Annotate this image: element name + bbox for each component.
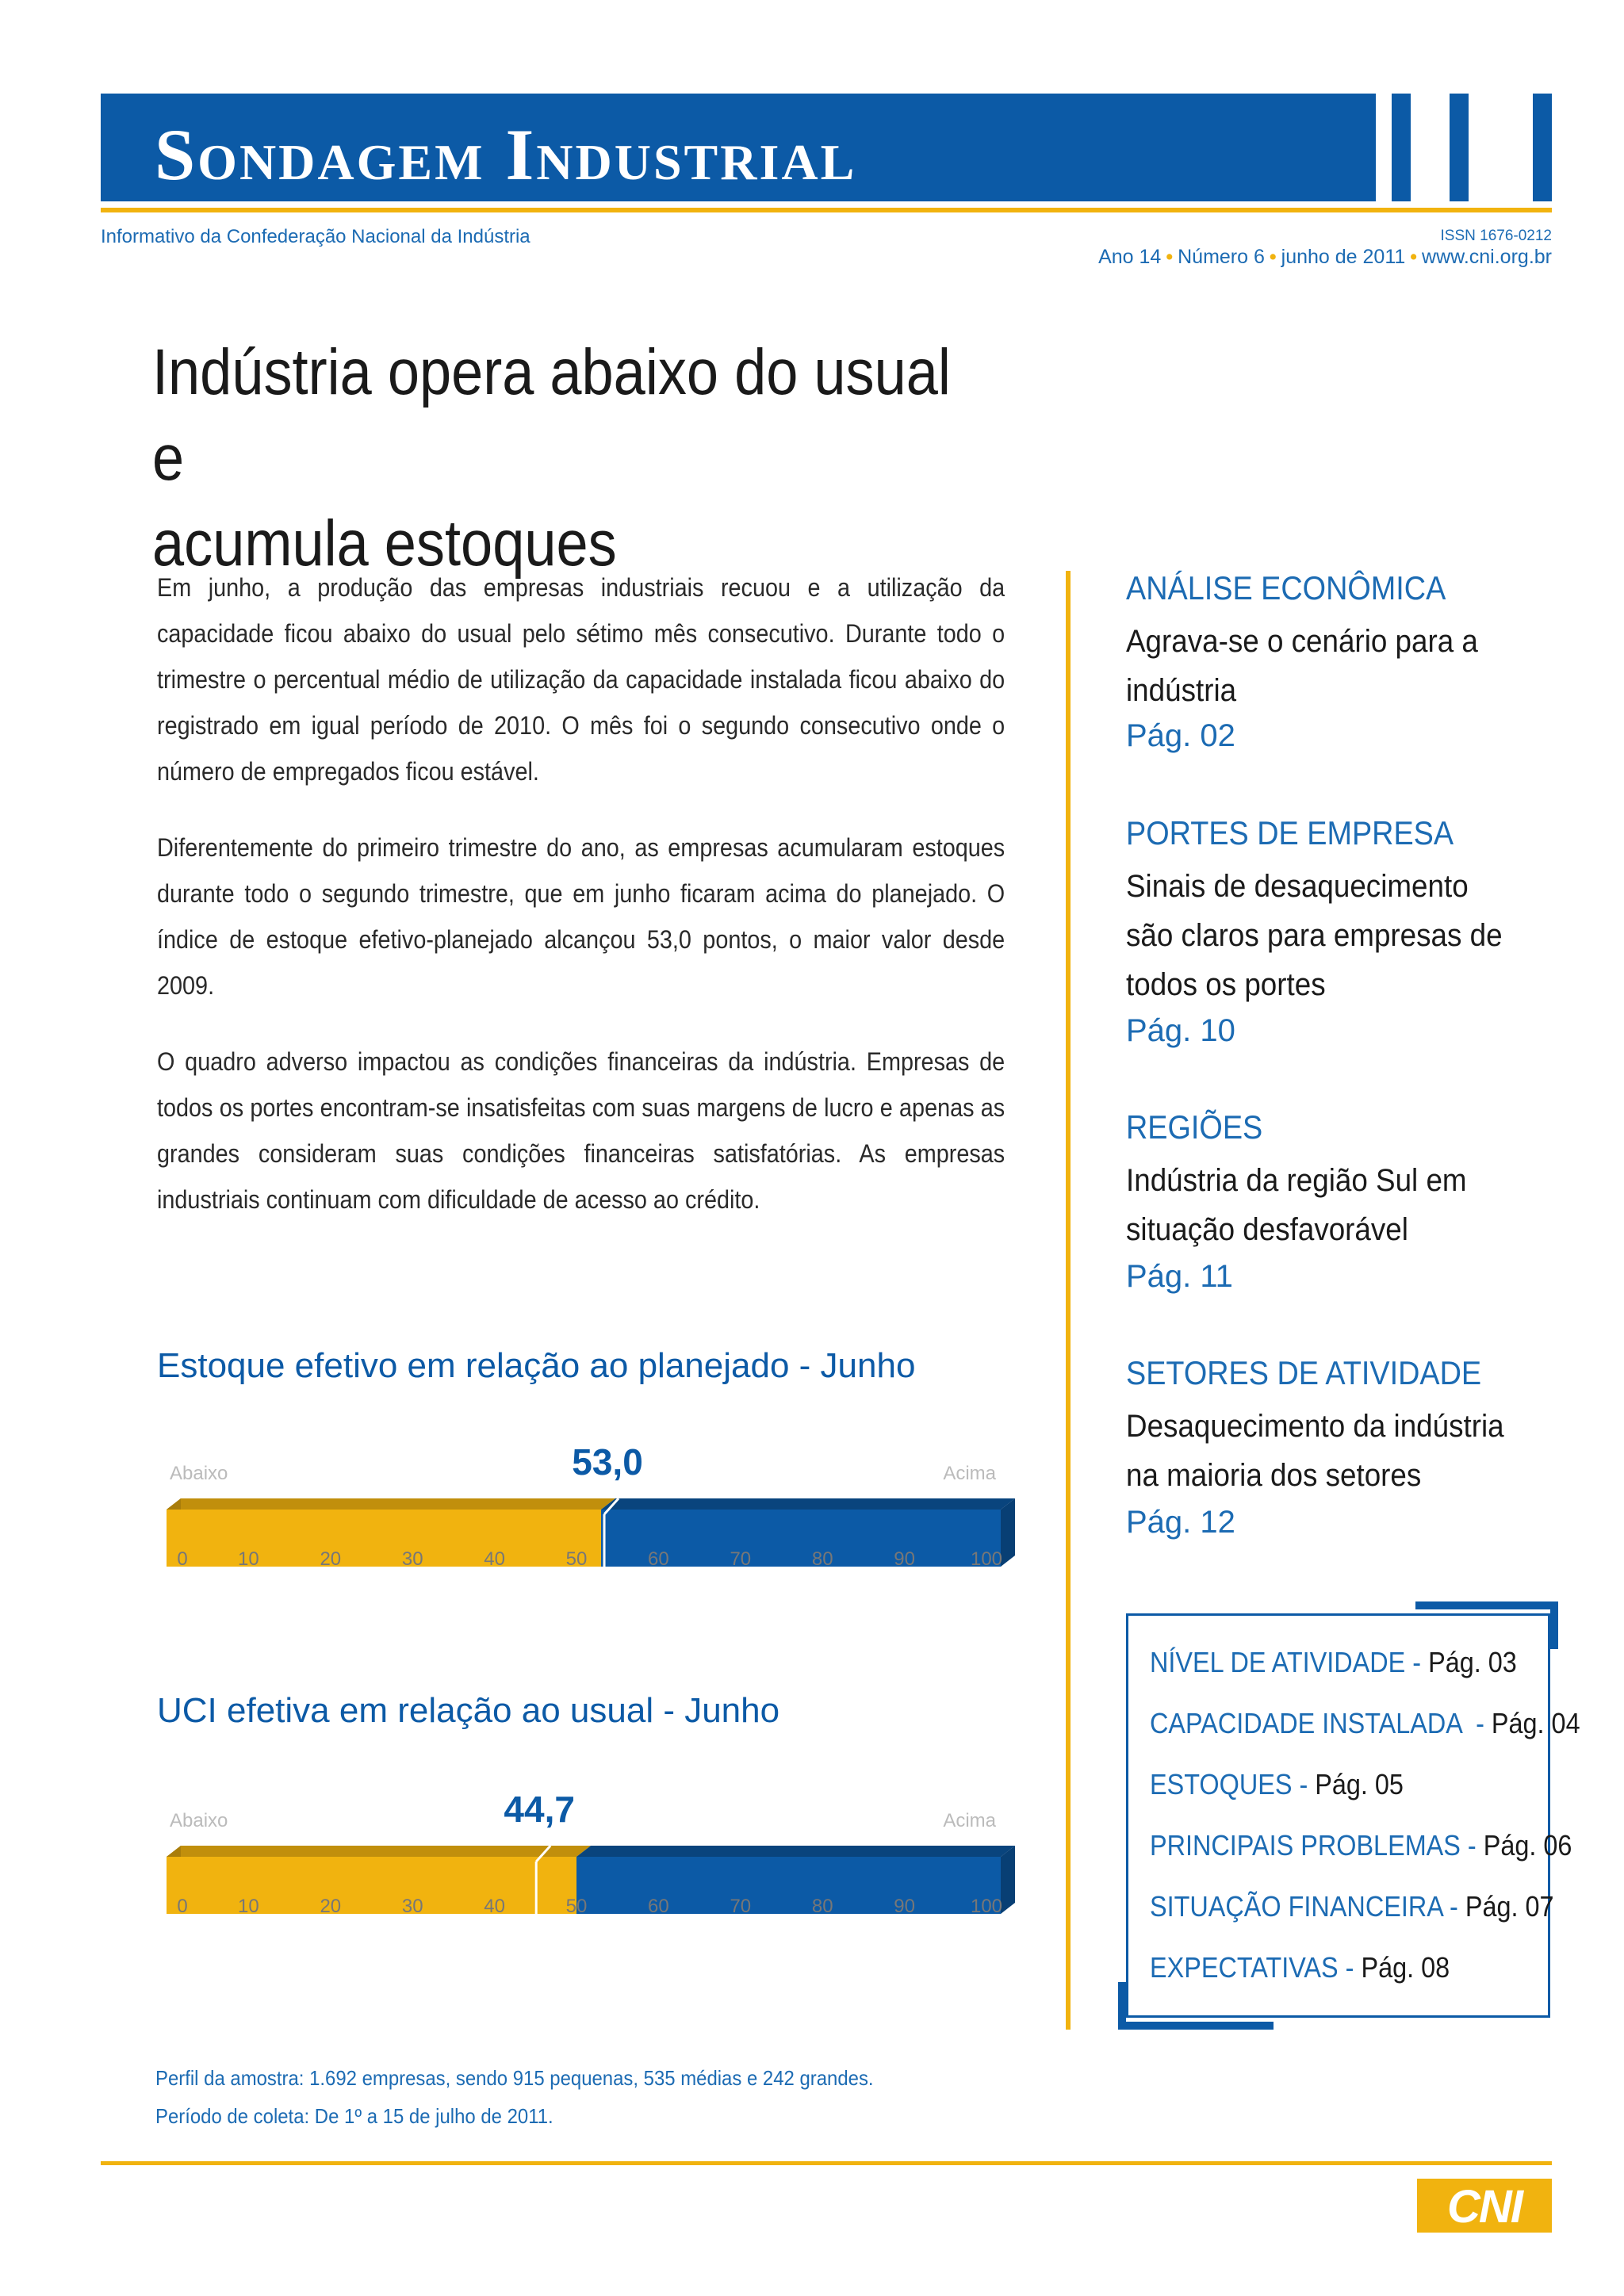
footer-divider (101, 2161, 1552, 2165)
above-label: Acima (943, 1810, 996, 1831)
axis-tick-label: 90 (894, 1548, 915, 1570)
index-item[interactable]: CAPACIDADE INSTALADA - Pág. 04 (1150, 1707, 1580, 1739)
axis-tick-label: 50 (565, 1548, 588, 1570)
masthead-divider (101, 208, 1552, 212)
edition-info (1098, 246, 1552, 269)
section-page-setores[interactable]: Pág. 12 (1126, 1505, 1235, 1540)
chart-title: Estoque efetivo em relação ao planejado - Junho (157, 1346, 916, 1385)
section-page-portes[interactable]: Pág. 10 (1126, 1013, 1235, 1048)
uci-gauge-chart (151, 1766, 1031, 1925)
body-paragraph: Em junho, a produção das empresas industriais recuou e a utilização da capacidade ficou abaixo do usual pelo sétimo mês consecutivo. Durante todo o trimestre o percentual médio de utilização da capacidade instalada ficou abaixo do registrado em igual período de 2010. O mês foi o segundo consecutivo onde o número de empregados ficou estável. (157, 573, 1005, 786)
value-label: 44,7 (504, 1789, 575, 1830)
section-page-analise[interactable]: Pág. 02 (1126, 718, 1235, 753)
sample-profile-note: Perfil da amostra: 1.692 empresas, sendo 915 pequenas, 535 médias e 242 grandes. (155, 2066, 874, 2090)
masthead-bar (1533, 94, 1552, 201)
headline-line: acumula estoques (152, 507, 617, 580)
edition-year: Ano 14 (1098, 246, 1162, 268)
axis-tick-label: 20 (320, 1896, 342, 1917)
cni-logo (1417, 2179, 1552, 2233)
index-item[interactable]: SITUAÇÃO FINANCEIRA - Pág. 07 (1150, 1890, 1554, 1923)
bar-above-top (576, 1846, 1015, 1857)
headline (152, 330, 990, 587)
axis-tick-label: 10 (238, 1896, 259, 1917)
sidebar-divider (1066, 571, 1071, 2030)
collection-period-note: Período de coleta: De 1º a 15 de julho de 2011. (155, 2104, 553, 2128)
bar-below-segment (167, 1510, 601, 1567)
axis-tick-label: 0 (177, 1548, 188, 1570)
edition-number: Número 6 (1178, 246, 1265, 268)
edition-date: junho de 2011 (1281, 246, 1406, 268)
axis-tick-label: 70 (730, 1548, 752, 1570)
stock-gauge-chart (151, 1419, 1031, 1578)
section-desc-portes: Sinais de desaquecimento são claros para empresas de todos os portes (1126, 869, 1503, 1002)
axis-tick-label: 70 (730, 1896, 752, 1917)
axis-tick-label: 40 (484, 1548, 505, 1570)
website-link[interactable]: www.cni.org.br (1422, 246, 1552, 268)
index-item[interactable]: EXPECTATIVAS - Pág. 08 (1150, 1951, 1450, 1984)
below-label: Abaixo (170, 1810, 228, 1831)
bar-end (1001, 1498, 1015, 1567)
section-title-regioes[interactable]: REGIÕES (1126, 1108, 1263, 1146)
axis-tick-label: 50 (565, 1896, 588, 1917)
section-page-regioes[interactable]: Pág. 11 (1126, 1259, 1233, 1294)
bullet-icon: • (1269, 246, 1277, 268)
masthead-bar (1450, 94, 1469, 201)
axis-tick-label: 90 (894, 1896, 915, 1917)
axis-tick-label: 80 (811, 1896, 833, 1917)
axis-tick-label: 60 (648, 1896, 669, 1917)
issn: ISSN 1676-0212 (1440, 228, 1552, 244)
section-desc-regioes: Indústria da região Sul em situação desfavorável (1126, 1163, 1467, 1247)
axis-tick-label: 30 (401, 1896, 423, 1917)
cni-logo-text: CNI (1447, 2181, 1522, 2233)
bar-above-segment (576, 1857, 1001, 1914)
below-label: Abaixo (170, 1463, 228, 1484)
index-item[interactable]: PRINCIPAIS PROBLEMAS - Pág. 06 (1150, 1829, 1572, 1862)
axis-tick-label: 0 (177, 1896, 188, 1917)
section-desc-setores: Desaquecimento da indústria na maioria dos setores (1126, 1409, 1504, 1493)
masthead-bar (1392, 94, 1411, 201)
section-title-portes[interactable]: PORTES DE EMPRESA (1126, 814, 1454, 851)
axis-tick-label: 60 (648, 1548, 669, 1570)
bar-below-top (167, 1846, 591, 1857)
axis-tick-label: 40 (484, 1896, 505, 1917)
axis-tick-label: 80 (811, 1548, 833, 1570)
section-title-setores[interactable]: SETORES DE ATIVIDADE (1126, 1354, 1482, 1391)
bar-below-top (167, 1498, 615, 1510)
bullet-icon: • (1410, 246, 1418, 268)
axis-tick-label: 100 (970, 1896, 1003, 1917)
section-desc-analise: Agrava-se o cenário para a indústria (1126, 624, 1478, 708)
bullet-icon: • (1166, 246, 1174, 268)
bar-above-top (601, 1498, 1015, 1510)
axis-tick-label: 20 (320, 1548, 342, 1570)
axis-tick-label: 30 (401, 1548, 423, 1570)
headline-line: Indústria opera abaixo do usual e (152, 336, 951, 494)
axis-tick-label: 100 (970, 1548, 1003, 1570)
bar-end (1001, 1846, 1015, 1914)
publication-title: Sondagem Industrial (155, 114, 857, 195)
axis-tick-label: 10 (238, 1548, 259, 1570)
body-paragraph: Diferentemente do primeiro trimestre do ano, as empresas acumularam estoques durante todo o segundo trimestre, que em junho ficaram acima do planejado. O índice de estoque efetivo-planejado alcançou 53,0 pontos, o maior valor desde 2009. (157, 833, 1005, 1000)
above-label: Acima (943, 1463, 996, 1484)
body-paragraph: O quadro adverso impactou as condições financeiras da indústria. Empresas de todos os portes encontram-se insatisfeitas com suas margens de lucro e apenas as grandes consideram suas condições financeiras satisfatórias. As empresas industriais continuam com dificuldade de acesso ao crédito. (157, 1047, 1005, 1214)
bar-below-segment (167, 1857, 576, 1914)
publication-subtitle: Informativo da Confederação Nacional da Indústria (101, 226, 530, 247)
chart-title: UCI efetiva em relação ao usual - Junho (157, 1691, 780, 1730)
value-label: 53,0 (572, 1441, 643, 1483)
index-item[interactable]: NÍVEL DE ATIVIDADE - Pág. 03 (1150, 1646, 1517, 1678)
section-title-analise[interactable]: ANÁLISE ECONÔMICA (1126, 569, 1446, 607)
index-item[interactable]: ESTOQUES - Pág. 05 (1150, 1768, 1404, 1800)
